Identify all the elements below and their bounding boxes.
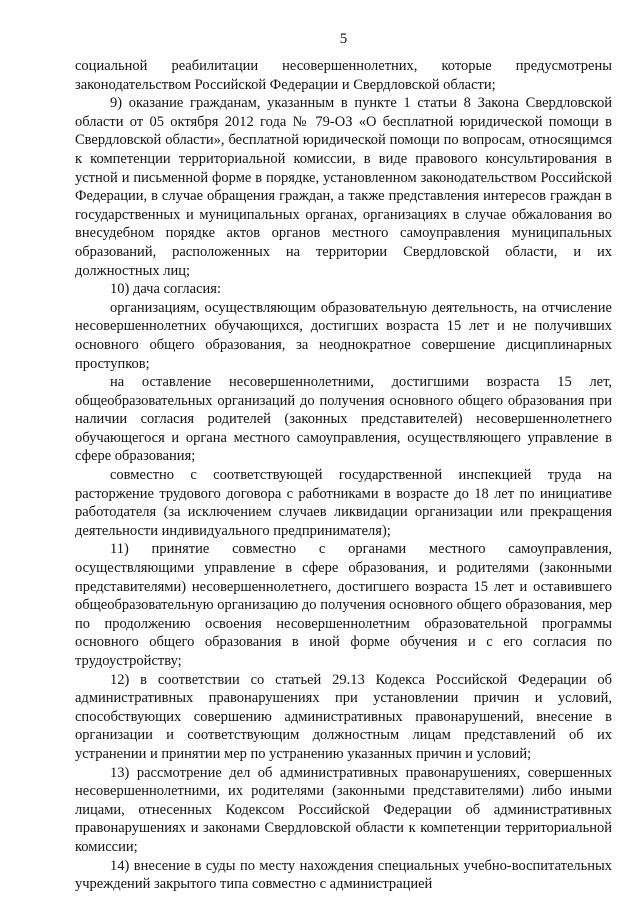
document-body xyxy=(75,57,612,894)
paragraph-item-11: 11) принятие совместно с органами местного самоуправления, осуществляющими управление в сфере образования, и родителями (законными представителями) несовершеннолетнего, достигшего возраста 15 лет и оставившего общеобразовательную организацию до получения основного общего образования, мер по продолжению освоения несовершеннолетним образовательной программы основного общего образования в иной форме обучения и с его согласия по трудоустройству; xyxy=(75,541,612,669)
paragraph-item-14: 14) внесение в суды по месту нахождения специальных учебно-воспитательных учреждений закрытого типа совместно с администрацией xyxy=(75,857,612,893)
paragraph-continuation: социальной реабилитации несовершеннолетних, которые предусмотрены законодательством Российской Федерации и Свердловской области; xyxy=(75,58,612,93)
page-number: 5 xyxy=(339,31,348,47)
paragraph-item-13: 13) рассмотрение дел об административных правонарушениях, совершенных несовершеннолетними, их родителями (законными представителями) либо иными лицами, отнесенных Кодексом Российской Федерации об административных правонарушениях и законами Свердловской области к компетенции территориальной комиссии; xyxy=(75,764,612,855)
paragraph-item-10: 10) дача согласия: xyxy=(110,281,222,298)
paragraph-item-10-leaving-school: на оставление несовершеннолетними, достигшими возраста 15 лет, общеобразовательных организаций до получения основного общего образования при наличии согласия родителей (законных представителей) несовершеннолетнего обучающегося и органа местного самоуправления, осуществляющего управление в сфере образования; xyxy=(75,374,612,465)
paragraph-item-10-labor-contract: совместно с соответствующей государственной инспекцией труда на расторжение трудового договора с работниками в возрасте до 18 лет по инициативе работодателя (за исключением случаев ликвидации организации или прекращения деятельности индивидуального предпринимателя); xyxy=(75,467,612,539)
paragraph-item-12: 12) в соответствии со статьей 29.13 Кодекса Российской Федерации об административных правонарушениях при установлении причин и условий, способствующих совершению административных правонарушений, внесение в организации и соответствующим должностным лицам представлений об их устранении и принятии мер по устранению указанных причин и условий; xyxy=(75,671,612,762)
paragraph-item-10-expulsion: организациям, осуществляющим образовательную деятельность, на отчисление несовершеннолетних обучающихся, достигших возраста 15 лет и не получивших основного общего образования, за неоднократное совершение дисциплинарных проступков; xyxy=(75,299,612,372)
paragraph-item-9: 9) оказание гражданам, указанным в пункте 1 статьи 8 Закона Свердловской области от 05 октября 2012 года № 79-ОЗ «О бесплатной юридической помощи в Свердловской области», бесплатной юридической помощи по вопросам, относящимся к компетенции территориальной комиссии, в виде правового консультирования в устной и письменной форме в порядке, установленном законодательством Российской Федерации, в случае обращения граждан, а также представления интересов граждан в государственных и муниципальных органах, организациях в случае обжалования во внесудебном порядке актов органов местного самоуправления муниципальных образований, расположенных на территории Свердловской области, и их должностных лиц; xyxy=(75,95,612,279)
